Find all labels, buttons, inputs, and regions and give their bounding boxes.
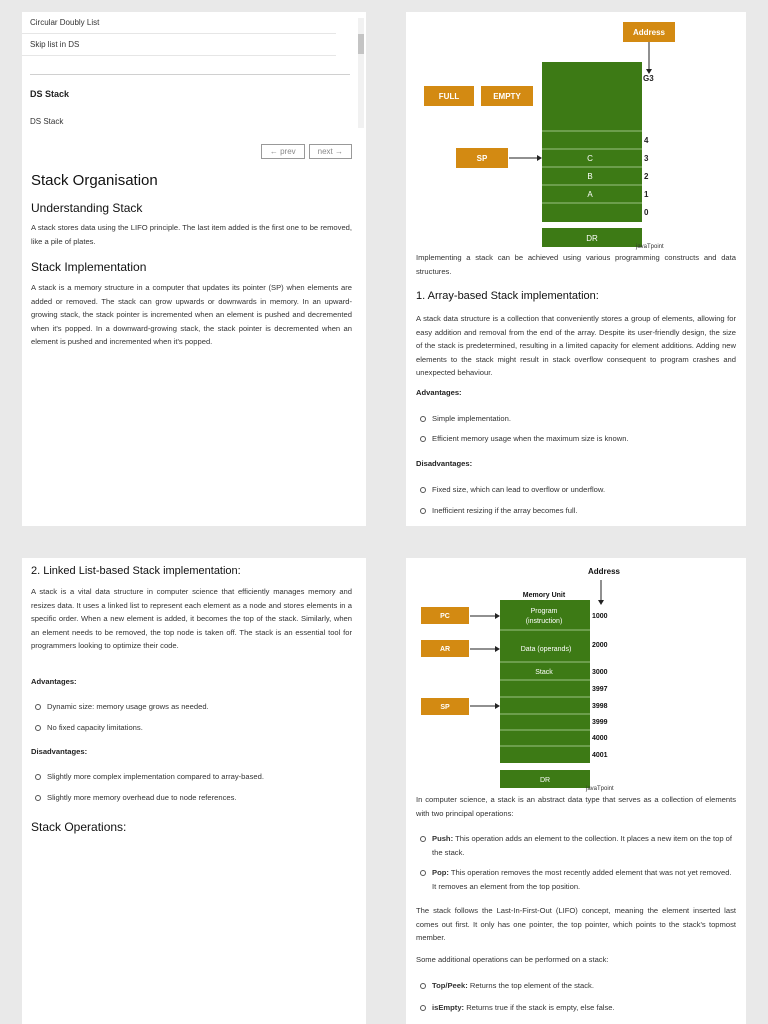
- pager: [261, 144, 352, 159]
- sidebar-nav: [22, 12, 366, 130]
- tutorial-page-right: [406, 12, 746, 526]
- pop-item: [416, 866, 736, 893]
- memory-unit-label: Memory Unit: [522, 592, 566, 599]
- intro-text: Implementing a stack can be achieved using various programming constructs and data structures.: [416, 253, 736, 276]
- g3-label: G3: [643, 74, 654, 83]
- memory-unit-diagram: [406, 558, 746, 798]
- stack-index-3: 3: [644, 154, 649, 163]
- pop-term: Pop:: [432, 868, 449, 877]
- linked-list-text: A stack is a vital data structure in computer science that efficiently manages memory and resizes data. It uses a linked list to represent each element as a node and stores elements in a specific order. When a new element is added, it becomes the top of the stack. Similarly, when an element needs to be removed, the top node is taken off. The stack is an essential tool for programmers looking to optimize their code.: [31, 587, 352, 650]
- sidebar-item-ds-stack[interactable]: DS Stack: [30, 117, 64, 126]
- advantages-label: Advantages:: [31, 677, 77, 686]
- dr-label: DR: [539, 777, 551, 784]
- implementation-heading: Stack Implementation: [31, 260, 147, 274]
- watermark: javaTpoint: [586, 786, 614, 792]
- push-term: Push:: [432, 834, 454, 843]
- disadvantages-list: [31, 770, 352, 804]
- next-button[interactable]: next →: [309, 144, 352, 159]
- advantages-label: Advantages:: [416, 388, 462, 397]
- ar-arrow-head: [495, 646, 500, 652]
- pc-label: PC: [440, 613, 450, 620]
- empty-label: EMPTY: [493, 92, 521, 101]
- stack-cell-b: B: [587, 172, 593, 181]
- address-4000: 4000: [592, 735, 608, 742]
- lifo-text: The stack follows the Last-In-First-Out (LIFO) concept, meaning the element inserted last comes out first. It only has one pointer, the top pointer, which points to the stack's topmost member.: [416, 906, 736, 942]
- address-label: Address: [632, 28, 666, 37]
- disadvantages-label: Disadvantages:: [416, 459, 473, 468]
- advantages-list: [416, 412, 736, 445]
- array-text: A stack data structure is a collection that conveniently stores a group of elements, allowing for easy addition and removal from the end of the array. Despite its user-friendly design, the size of the stack is predetermined, resulting in a limited capacity for element additions. Adding new elements to the stack might result in stack overflow consequent to program crashes and unexpected behaviour.: [416, 314, 736, 377]
- prev-button[interactable]: ← prev: [261, 144, 305, 159]
- peek-desc: Returns the top element of the stack.: [467, 981, 594, 990]
- sidebar-link-circular-doubly-list[interactable]: Circular Doubly List: [22, 12, 336, 34]
- array-heading: 1. Array-based Stack implementation:: [416, 290, 599, 302]
- sp-label: SP: [440, 704, 450, 711]
- isempty-term: isEmpty:: [432, 1003, 465, 1012]
- address-label: Address: [587, 567, 621, 576]
- list-item: Simple implementation.: [416, 412, 736, 425]
- linked-list-heading: 2. Linked List-based Stack implementation:: [31, 565, 241, 577]
- tutorial-page-linked-list: [22, 558, 366, 1024]
- additional-ops-text: Some additional operations can be performed on a stack:: [416, 955, 609, 964]
- list-item: No fixed capacity limitations.: [31, 721, 352, 734]
- address-3997: 3997: [592, 686, 608, 693]
- implementation-text: A stack is a memory structure in a computer that updates its pointer (SP) when elements are added or removed. The stack can grow upwards or downwards in memory. In an upward-growing stack, the stack pointer is incremented when an element is pushed and decremented when it's popped. In a downward-growing stack, the stack pointer is decremented when an element is pushed and incremented when it's popped.: [31, 283, 352, 346]
- isempty-desc: Returns true if the stack is empty, else false.: [464, 1003, 615, 1012]
- stack-organisation-diagram: [406, 12, 746, 252]
- address-3998: 3998: [592, 703, 608, 710]
- pop-desc: This operation removes the most recently added element that was not yet removed. It removes an element from the top position.: [432, 868, 732, 891]
- data-operands-label: Data (operands): [520, 646, 572, 653]
- sp-arrow-head: [495, 703, 500, 709]
- sidebar-section-title: DS Stack: [30, 89, 70, 99]
- address-arrow-head: [598, 600, 604, 605]
- push-item: [416, 832, 736, 859]
- disadvantages-label: Disadvantages:: [31, 747, 88, 756]
- sp-arrow-head: [537, 155, 542, 161]
- understanding-heading: Understanding Stack: [31, 201, 143, 215]
- sidebar-link-skip-list[interactable]: Skip list in DS: [22, 34, 336, 56]
- additional-operations-list: [416, 979, 736, 1014]
- understanding-text: A stack stores data using the LIFO principle. The last item added is the first one to be removed, like a pile of plates.: [31, 223, 352, 246]
- program-sublabel: (instruction): [525, 618, 563, 625]
- sidebar-scrollbar[interactable]: [358, 18, 364, 128]
- stack-index-0: 0: [644, 208, 649, 217]
- stack-index-2: 2: [644, 172, 649, 181]
- address-1000: 1000: [592, 613, 608, 620]
- address-2000: 2000: [592, 642, 608, 649]
- principal-operations-list: [416, 832, 736, 893]
- program-label: Program: [530, 608, 558, 615]
- sp-label: SP: [476, 154, 488, 163]
- page-title: Stack Organisation: [31, 172, 158, 189]
- list-item: Efficient memory usage when the maximum size is known.: [416, 432, 736, 445]
- watermark: javaTpoint: [636, 244, 664, 250]
- peek-term: Top/Peek:: [432, 981, 468, 990]
- peek-item: [416, 979, 736, 992]
- list-item: Slightly more memory overhead due to node references.: [31, 791, 352, 804]
- stack-label: Stack: [535, 669, 553, 676]
- stack-index-1: 1: [644, 190, 649, 199]
- stack-index-4: 4: [644, 136, 649, 145]
- push-desc: This operation adds an element to the collection. It places a new item on the top of the stack.: [432, 834, 732, 857]
- full-label: FULL: [438, 92, 460, 101]
- address-3000: 3000: [592, 669, 608, 676]
- stack-cell-c: C: [587, 154, 593, 163]
- pc-arrow-head: [495, 613, 500, 619]
- ar-label: AR: [439, 646, 451, 653]
- isempty-item: [416, 1001, 736, 1014]
- address-3999: 3999: [592, 719, 608, 726]
- list-item: Inefficient resizing if the array becomes full.: [416, 504, 736, 517]
- list-item: Fixed size, which can lead to overflow or underflow.: [416, 483, 736, 496]
- stack-cell-a: A: [587, 190, 593, 199]
- address-4001: 4001: [592, 752, 608, 759]
- disadvantages-list: [416, 483, 736, 517]
- dr-label: DR: [586, 234, 598, 243]
- operations-intro: In computer science, a stack is an abstract data type that serves as a collection of elements with two principal operations:: [416, 795, 736, 818]
- stack-operations-heading: Stack Operations:: [31, 820, 127, 834]
- list-item: Slightly more complex implementation compared to array-based.: [31, 770, 352, 783]
- list-item: Dynamic size: memory usage grows as needed.: [31, 700, 352, 713]
- tutorial-page-operations: [406, 558, 746, 1024]
- scrollbar-thumb[interactable]: [358, 34, 364, 54]
- advantages-list: [31, 700, 352, 734]
- tutorial-page-left: [22, 12, 366, 526]
